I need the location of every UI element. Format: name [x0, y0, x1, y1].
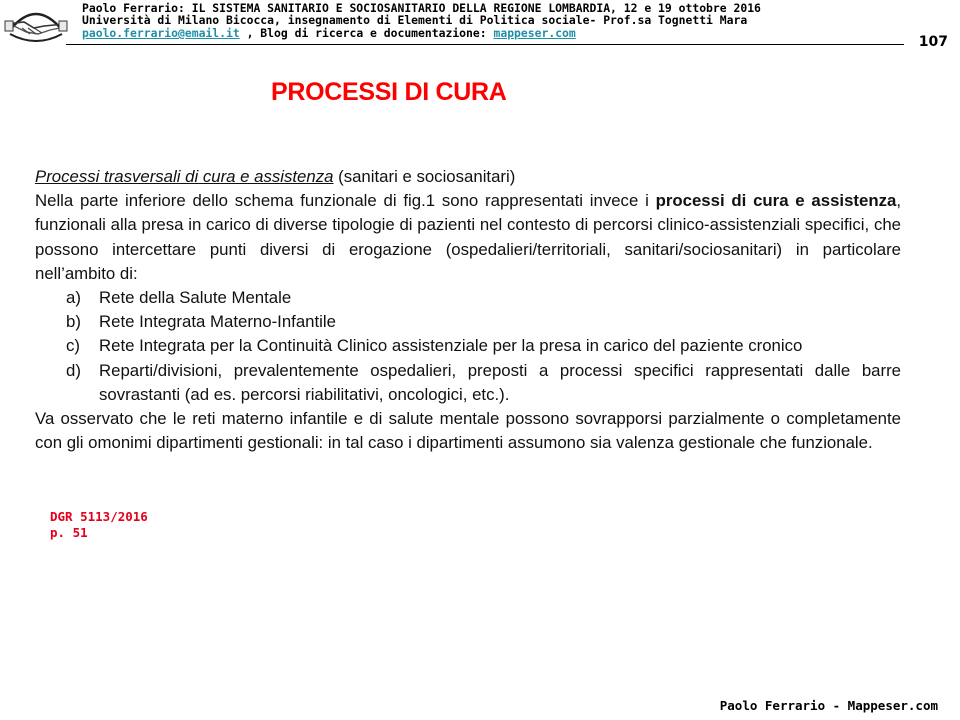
header-course-title: Paolo Ferrario: IL SISTEMA SANITARIO E SOCIOSANITARIO DELLA REGIONE LOMBARDIA, 12 e 19 ottobre 2016 [82, 1, 761, 15]
email-link[interactable]: paolo.ferrario@email.it [82, 25, 240, 40]
handshake-logo [4, 4, 68, 42]
list-marker: a) [66, 288, 81, 308]
slide-title: PROCESSI DI CURA [271, 78, 507, 106]
header-info [82, 2, 902, 39]
header-links-line [82, 27, 902, 39]
source-reference [50, 509, 148, 541]
list-item [35, 359, 901, 407]
section-subheading [35, 165, 901, 189]
intro-text-b: , funzionali alla presa in carico di diverse tipologie di pazienti nel contesto di percorsi clinico-assistenziali specifici, che possono intercettare punti diversi di erogazione (ospedalieri/territoriali, sanitari/sociosanitari) in particolare nell’ambito di: [35, 191, 901, 283]
list-text: Rete Integrata per la Continuità Clinico assistenziale per la presa in carico del paziente cronico [99, 336, 803, 356]
list-marker: b) [66, 312, 81, 332]
intro-text-a: Nella parte inferiore dello schema funzionale di fig.1 sono rappresentati invece i [35, 191, 656, 211]
list-item [35, 286, 901, 310]
list-text: Rete della Salute Mentale [99, 288, 292, 308]
list-text: Rete Integrata Materno-Infantile [99, 312, 336, 332]
list-item [35, 334, 901, 358]
header-university: Università di Milano Bicocca, insegnamento di Elementi di Politica sociale- Prof.sa Tognetti Mara [82, 13, 748, 28]
list-marker: c) [66, 336, 80, 356]
blog-label: , Blog di ricerca e documentazione: [239, 25, 494, 40]
page-number: 107 [918, 34, 948, 50]
intro-text-bold: processi di cura e assistenza [655, 191, 897, 211]
network-list [35, 286, 901, 407]
list-text: Reparti/divisioni, prevalentemente ospedalieri, preposti a processi specifici rappresentati dalle barre sovrastanti (ad es. percorsi riabilitativi, oncologici, etc.). [99, 360, 901, 404]
document-excerpt [35, 165, 901, 455]
paragraph-intro [35, 189, 901, 286]
reference-dgr: DGR 5113/2016 [50, 509, 148, 524]
paragraph-conclusion: Va osservato che le reti materno infantile e di salute mentale possono sovrapporsi parzialmente o completamente con gli omonimi dipartimenti gestionali: in tal caso i dipartimenti assumono sia valenza gestionale che funzionale. [35, 409, 901, 453]
reference-page: p. 51 [50, 525, 88, 540]
subheading-underlined: Processi trasversali di cura e assistenza [35, 167, 334, 186]
footer-credit: Paolo Ferrario - Mappeser.com [719, 698, 938, 713]
list-item [35, 310, 901, 334]
blog-link[interactable]: mappeser.com [493, 25, 576, 40]
list-marker: d) [66, 360, 81, 380]
subheading-rest: (sanitari e sociosanitari) [333, 167, 516, 186]
header-divider [66, 44, 904, 45]
